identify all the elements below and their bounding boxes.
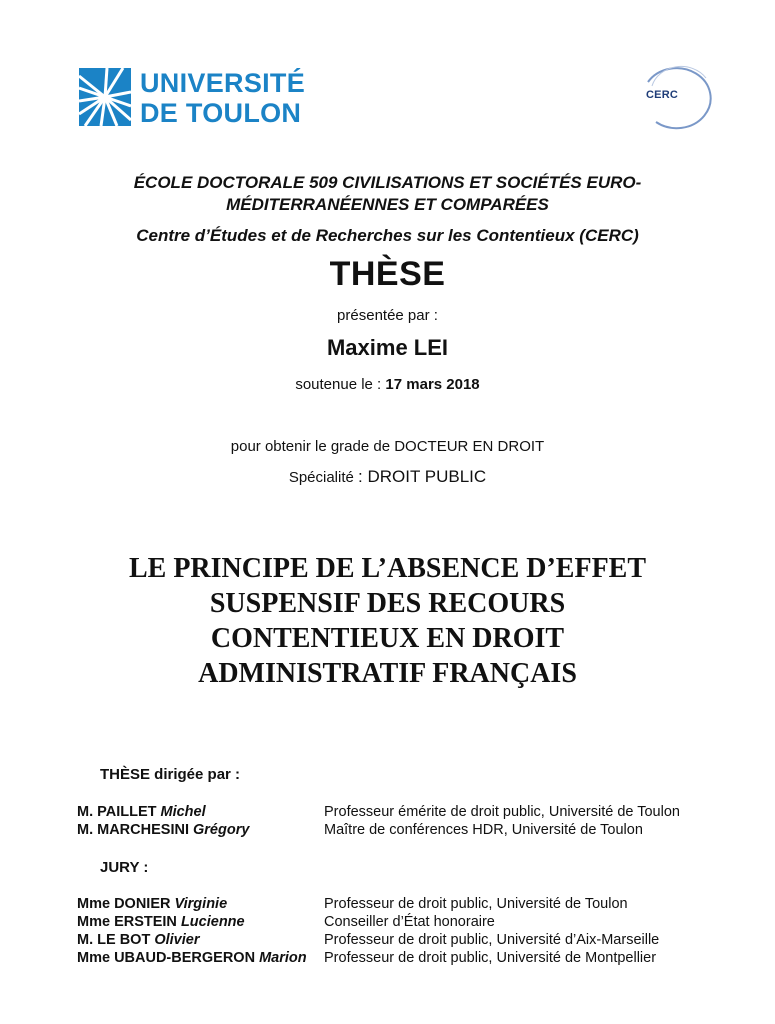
university-logo-text [140, 68, 305, 128]
director-firstname: Michel [160, 804, 206, 820]
jury-row [77, 914, 767, 932]
director-row [77, 804, 767, 822]
university-logo [79, 68, 319, 130]
director-name [77, 822, 249, 838]
thesis-title-line1: LE PRINCIPE DE L’ABSENCE D’EFFET [128, 553, 647, 584]
director-name [77, 804, 206, 820]
thesis-title-line4: ADMINISTRATIF FRANÇAIS [198, 658, 577, 689]
director-surname: M. MARCHESINI [77, 822, 189, 838]
jury-member-role: Professeur de droit public, Université de Toulon [324, 896, 628, 912]
director-surname: M. PAILLET [77, 804, 157, 820]
thesis-title-line2: SUSPENSIF DES RECOURS [209, 588, 566, 619]
director-firstname: Grégory [193, 822, 250, 838]
direction-heading: THÈSE dirigée par : [100, 766, 241, 783]
jury-member-surname: M. LE BOT [77, 932, 151, 948]
jury-row [77, 896, 767, 914]
director-row [77, 822, 767, 840]
jury-member-name [77, 896, 227, 912]
jury-member-firstname: Olivier [154, 932, 200, 948]
university-logo-icon [79, 68, 131, 126]
university-logo-line2: DE TOULON [140, 98, 302, 128]
speciality-line [0, 467, 775, 487]
university-logo-line1: UNIVERSITÉ [140, 68, 306, 98]
jury-member-name [77, 914, 245, 930]
these-heading: THÈSE [329, 255, 446, 293]
defense-date [0, 376, 775, 393]
jury-member-role: Conseiller d’État honoraire [324, 914, 495, 930]
research-centre: Centre d’Études et de Recherches sur les Contentieux (CERC) [136, 226, 639, 245]
jury-heading: JURY : [100, 859, 149, 876]
thesis-title [0, 551, 775, 691]
director-role: Maître de conférences HDR, Université de Toulon [324, 822, 643, 838]
jury-member-firstname: Virginie [174, 896, 228, 912]
jury-member-firstname: Lucienne [180, 914, 245, 930]
thesis-title-line3: CONTENTIEUX EN DROIT [210, 623, 565, 654]
cerc-logo-text: CERC [646, 89, 678, 101]
jury-row [77, 950, 767, 968]
degree-line: pour obtenir le grade de DOCTEUR EN DROIT [230, 438, 545, 455]
jury-member-name [77, 950, 307, 966]
speciality-label: Spécialité [288, 469, 354, 486]
ecole-line2: MÉDITERRANÉENNES ET COMPARÉES [226, 195, 549, 214]
jury-member-surname: Mme ERSTEIN [77, 914, 177, 930]
jury-row [77, 932, 767, 950]
author-name: Maxime LEI [326, 335, 449, 360]
jury-member-role: Professeur de droit public, Université de Montpellier [324, 950, 657, 966]
ecole-doctorale [0, 172, 775, 216]
director-role: Professeur émérite de droit public, Université de Toulon [324, 804, 680, 820]
jury-member-firstname: Marion [259, 950, 307, 966]
ecole-line1: ÉCOLE DOCTORALE 509 CIVILISATIONS ET SOCIÉTÉS EURO- [133, 173, 642, 192]
defense-date-value: 17 mars 2018 [385, 376, 480, 393]
presented-by-label: présentée par : [337, 307, 438, 324]
cerc-logo [638, 64, 722, 132]
jury-member-surname: Mme DONIER [77, 896, 171, 912]
jury-member-surname: Mme UBAUD-BERGERON [77, 950, 256, 966]
jury-member-name [77, 932, 199, 948]
defense-date-label: soutenue le : [295, 376, 382, 393]
speciality-value: : DROIT PUBLIC [358, 467, 487, 486]
jury-member-role: Professeur de droit public, Université d’Aix-Marseille [324, 932, 660, 948]
